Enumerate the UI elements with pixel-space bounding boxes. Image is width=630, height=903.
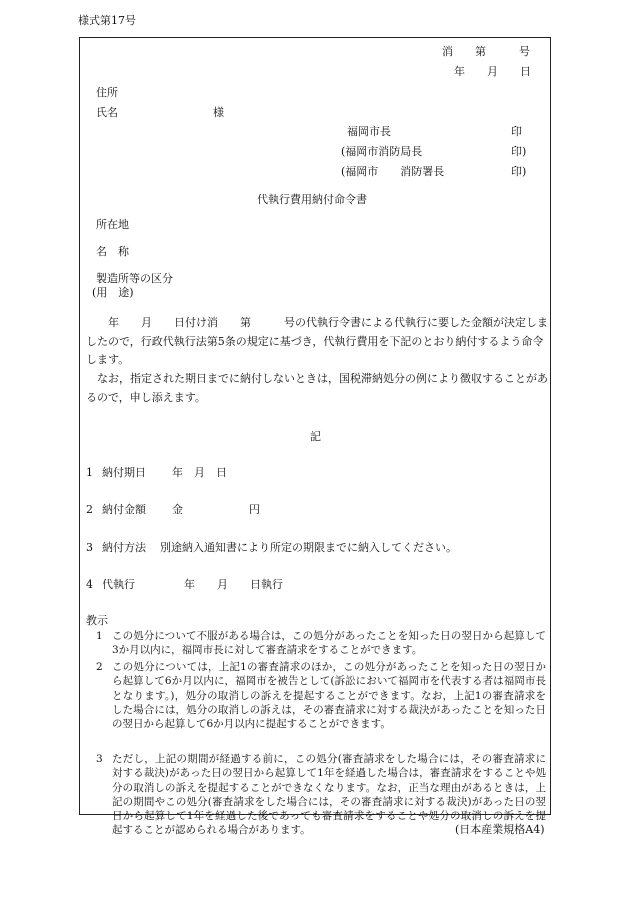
- issuer-station-chief: (福岡市 消防署長: [341, 165, 445, 178]
- execution-label: 代執行: [102, 578, 135, 591]
- seal-mark: 印: [511, 125, 522, 138]
- document-title: 代執行費用納付命令書: [257, 193, 367, 206]
- usage-label: (用 途): [92, 286, 134, 299]
- notice-item-1: この処分について不服がある場合は，この処分があったことを知った日の翌日から起算して3か月以内に，福岡市長に対して審査請求をすることができます。: [112, 630, 546, 657]
- issue-date: 年 月 日: [454, 65, 531, 78]
- notice-item-number: 2: [96, 661, 103, 673]
- item-number: 3: [86, 541, 93, 554]
- item-number: 1: [86, 466, 93, 479]
- address-label: 住所: [96, 86, 118, 99]
- honorific: 様: [213, 106, 224, 119]
- seal-mark: 印): [511, 165, 527, 178]
- notice-item-2: この処分については，上記1の審査請求のほか，この処分があったことを知った日の翌日から起算して6か月以内に，福岡市を被告として(訴訟において福岡市を代表する者は福岡市長となります。)，処分の取消しの訴えを提起することができます。なお，上記1の審査請求をした場合には，処分の取消しの訴えは，その審査請求に対する裁決があったことを知った日の翌日から起算して6か月以内に提起することができます。: [112, 661, 546, 731]
- payment-method-label: 納付方法: [102, 541, 146, 554]
- payment-method-value: 別途納入通知書により所定の期限までに納入してください。: [160, 541, 457, 554]
- payment-amount-label: 納付金額: [102, 503, 146, 516]
- item-number: 2: [86, 503, 93, 516]
- notice-item-number: 1: [96, 630, 103, 642]
- document-number: 消 第 号: [442, 45, 530, 58]
- notice-item-3: ただし，上記の期間が経過する前に，この処分(審査請求をした場合には，その審査請求に対する裁決)があった日の翌日から起算して1年を経過した場合は，審査請求をすることや処分の取消しの訴えを提起することができなくなります。なお，正当な理由があるときは，上記の期間やこの処分(審査請求をした場合には，その審査請求に対する裁決)があった日の翌日から起算して1年を経過した後であっても審査請求をすることや処分の取消しの訴えを提起することが認められる場合があります。: [112, 753, 546, 837]
- notice-item-number: 3: [96, 753, 103, 765]
- facility-category-label: 製造所等の区分: [96, 272, 173, 285]
- notice-heading: 教示: [86, 614, 108, 627]
- issuer-mayor: 福岡市長: [347, 125, 391, 138]
- location-label: 所在地: [96, 218, 129, 231]
- issuer-fire-chief: (福岡市消防局長: [341, 145, 423, 158]
- body-paragraph-2: なお，指定された期日までに納付しないときは，国税滞納処分の例により徴収することがあるので，申し添えます。: [86, 372, 548, 404]
- seal-mark: 印): [511, 145, 527, 158]
- payment-due-value: 年 月 日: [172, 466, 227, 479]
- ki-heading: 記: [310, 430, 321, 443]
- body-paragraph-1: 年 月 日付け消 第 号の代執行令書による代執行に要した金額が決定しましたので，行政代執行法第5条の規定に基づき，代執行費用を下記のとおり納付するよう命令します。: [86, 316, 548, 366]
- execution-date-value: 年 月 日執行: [184, 578, 283, 591]
- payment-due-label: 納付期日: [102, 466, 146, 479]
- form-number: 様式第17号: [78, 14, 136, 27]
- item-number: 4: [86, 578, 93, 591]
- facility-name-label: 名 称: [96, 245, 129, 258]
- payment-amount-value: 金 円: [172, 503, 260, 516]
- paper-size-note: (日本産業規格A4): [455, 823, 545, 836]
- name-label: 氏名: [96, 106, 118, 119]
